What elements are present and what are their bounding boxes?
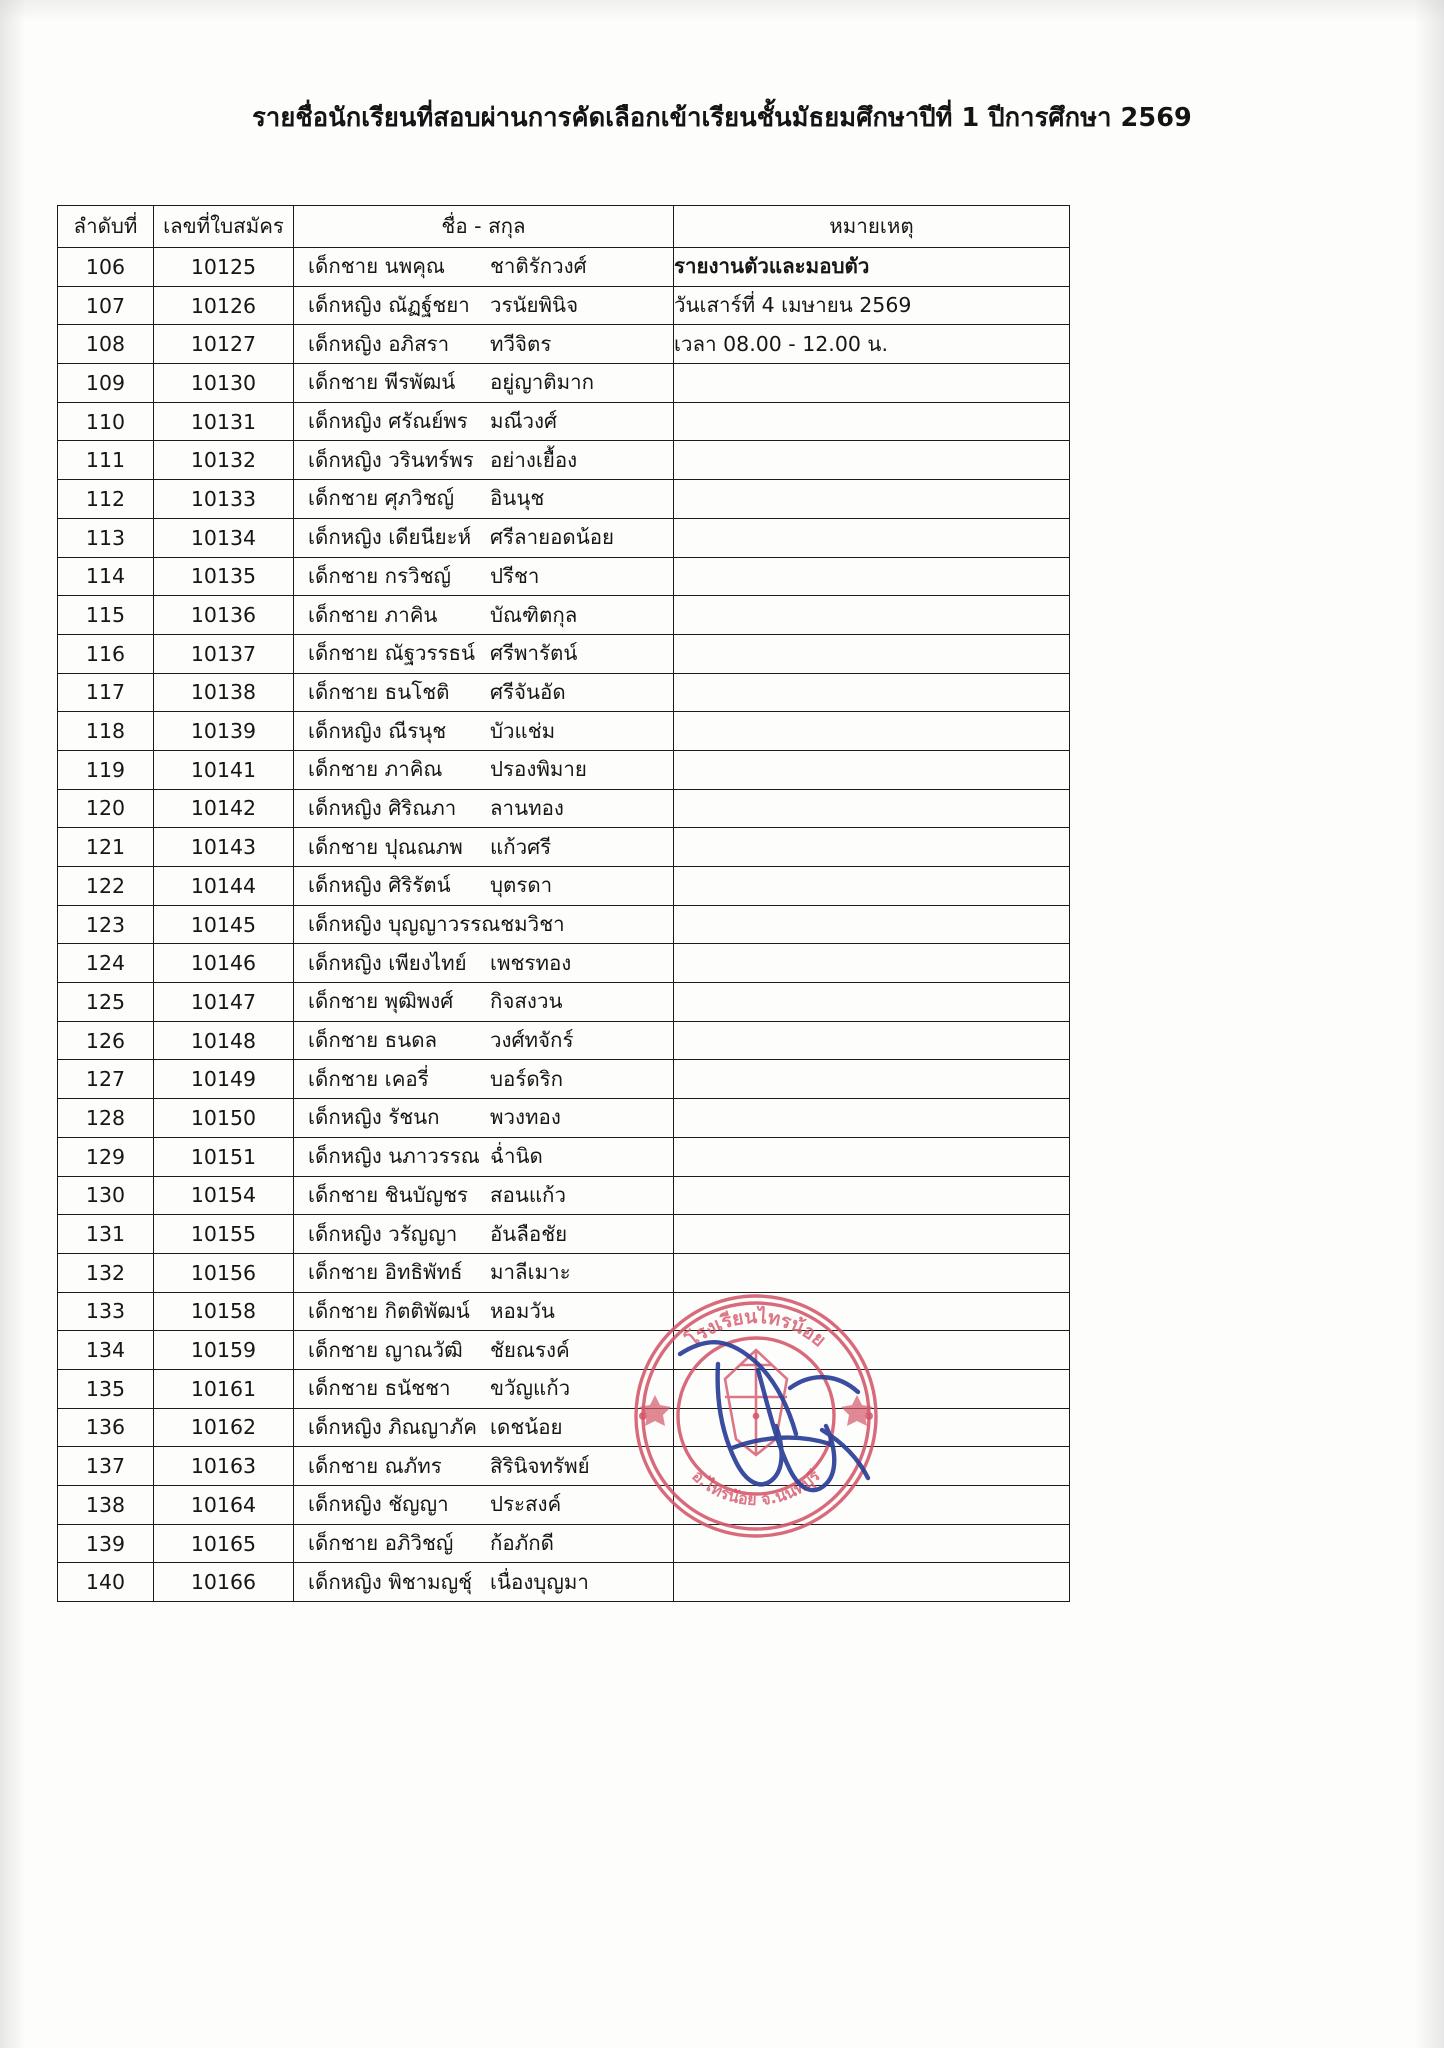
- cell-name: [294, 1215, 674, 1254]
- cell-application-no: 10131: [154, 402, 294, 441]
- name-last: กิจสงวน: [490, 989, 563, 1014]
- cell-name: [294, 673, 674, 712]
- cell-name: [294, 364, 674, 403]
- cell-order: 108: [58, 325, 154, 364]
- name-last: อินนุช: [490, 486, 545, 511]
- cell-name: [294, 1524, 674, 1563]
- table-header-row: [58, 206, 1070, 248]
- table-row: [58, 1408, 1070, 1447]
- cell-order: 134: [58, 1331, 154, 1370]
- cell-remark: [674, 1176, 1070, 1215]
- name-first: เด็กหญิง วรินทร์พร: [308, 447, 474, 472]
- column-header-order: ลำดับที่: [58, 206, 154, 248]
- cell-order: 135: [58, 1369, 154, 1408]
- cell-application-no: 10158: [154, 1292, 294, 1331]
- name-first: เด็กหญิง บุญญาวรรณ: [308, 912, 501, 937]
- table-row: [58, 1331, 1070, 1370]
- name-first: เด็กชาย ศุภวิชญ์: [308, 486, 455, 511]
- cell-application-no: 10144: [154, 867, 294, 906]
- cell-remark: [674, 867, 1070, 906]
- name-last: ศรีลายอดน้อย: [490, 525, 615, 550]
- cell-name: [294, 1563, 674, 1602]
- cell-application-no: 10165: [154, 1524, 294, 1563]
- name-wrapper: [294, 1295, 673, 1328]
- column-header-application-no: เลขที่ใบสมัคร: [154, 206, 294, 248]
- cell-remark: [674, 1408, 1070, 1447]
- name-wrapper: [294, 1101, 673, 1134]
- cell-order: 111: [58, 441, 154, 480]
- name-wrapper: [294, 1024, 673, 1057]
- name-wrapper: [294, 289, 673, 322]
- cell-order: 110: [58, 402, 154, 441]
- name-wrapper: [294, 1256, 673, 1289]
- cell-order: 139: [58, 1524, 154, 1563]
- name-wrapper: [294, 676, 673, 709]
- name-last: บุตรดา: [490, 873, 553, 898]
- table-row: [58, 1486, 1070, 1525]
- name-last: ประสงค์: [490, 1492, 562, 1517]
- cell-order: 109: [58, 364, 154, 403]
- name-last: ทวีจิตร: [490, 331, 552, 356]
- name-last: ชาติรักวงศ์: [490, 254, 587, 279]
- cell-name: [294, 634, 674, 673]
- cell-remark: [674, 750, 1070, 789]
- table-row: [58, 480, 1070, 519]
- cell-order: 125: [58, 983, 154, 1022]
- name-last: มณีวงศ์: [490, 409, 558, 434]
- name-first: เด็กชาย ธนัชชา: [308, 1376, 451, 1401]
- table-row: [58, 1060, 1070, 1099]
- name-first: เด็กหญิง ศิริณภา: [308, 795, 457, 820]
- cell-name: [294, 1176, 674, 1215]
- name-wrapper: [294, 1450, 673, 1483]
- name-first: เด็กชาย อิทธิพัทธ์: [308, 1260, 463, 1285]
- cell-application-no: 10151: [154, 1137, 294, 1176]
- name-last: ลานทอง: [490, 795, 564, 820]
- cell-application-no: 10141: [154, 750, 294, 789]
- cell-order: 115: [58, 596, 154, 635]
- table-row: [58, 1447, 1070, 1486]
- name-last: เพชรทอง: [490, 950, 572, 975]
- name-last: อันลือชัย: [490, 1221, 568, 1246]
- name-wrapper: [294, 1179, 673, 1212]
- cell-order: 129: [58, 1137, 154, 1176]
- name-first: เด็กชาย อภิวิชญ์: [308, 1531, 454, 1556]
- table-row: [58, 750, 1070, 789]
- cell-application-no: 10138: [154, 673, 294, 712]
- cell-order: 136: [58, 1408, 154, 1447]
- cell-name: [294, 325, 674, 364]
- cell-remark: [674, 1292, 1070, 1331]
- cell-remark: [674, 1060, 1070, 1099]
- table-row: [58, 596, 1070, 635]
- name-last: แก้วศรี: [490, 834, 552, 859]
- cell-name: [294, 441, 674, 480]
- name-last: บัณฑิตกุล: [490, 602, 578, 627]
- name-last: ศรีจันอัด: [490, 679, 566, 704]
- cell-application-no: 10147: [154, 983, 294, 1022]
- name-first: เด็กชาย ภาคิณ: [308, 757, 443, 782]
- name-wrapper: [294, 599, 673, 632]
- name-last: บัวแช่ม: [490, 718, 556, 743]
- cell-name: [294, 828, 674, 867]
- cell-application-no: 10161: [154, 1369, 294, 1408]
- cell-order: 113: [58, 518, 154, 557]
- cell-remark: [674, 1137, 1070, 1176]
- name-first: เด็กชาย ณภัทร: [308, 1453, 442, 1478]
- cell-remark: [674, 1486, 1070, 1525]
- name-first: เด็กหญิง เพียงไทย์: [308, 950, 467, 975]
- cell-order: 130: [58, 1176, 154, 1215]
- cell-order: 124: [58, 944, 154, 983]
- name-last: สอนแก้ว: [490, 1182, 566, 1207]
- name-first: เด็กชาย กิตติพัฒน์: [308, 1298, 470, 1323]
- table-row: [58, 441, 1070, 480]
- cell-name: [294, 1021, 674, 1060]
- cell-name: [294, 286, 674, 325]
- name-last: มาลีเมาะ: [490, 1260, 571, 1285]
- name-wrapper: [294, 753, 673, 786]
- name-wrapper: [294, 1334, 673, 1367]
- cell-name: [294, 905, 674, 944]
- svg-text:โรงเรียนไทรน้อย: โรงเรียนไทรน้อย: [682, 1305, 830, 1352]
- svg-text:อ.ไทรน้อย จ.นนทบุรี: อ.ไทรน้อย จ.นนทบุรี: [688, 1466, 824, 1510]
- cell-application-no: 10125: [154, 248, 294, 287]
- cell-order: 117: [58, 673, 154, 712]
- table-row: [58, 1369, 1070, 1408]
- cell-name: [294, 944, 674, 983]
- cell-remark: [674, 1253, 1070, 1292]
- cell-order: 131: [58, 1215, 154, 1254]
- cell-application-no: 10162: [154, 1408, 294, 1447]
- name-wrapper: [294, 908, 673, 941]
- name-last: อย่างเยื้อง: [490, 447, 578, 472]
- cell-order: 120: [58, 789, 154, 828]
- name-last: สิรินิจทรัพย์: [490, 1453, 590, 1478]
- cell-name: [294, 983, 674, 1022]
- cell-order: 118: [58, 712, 154, 751]
- cell-remark: [674, 905, 1070, 944]
- name-last: ฉ่ำนิด: [490, 1144, 543, 1169]
- name-first: เด็กหญิง เดียนียะห์: [308, 525, 472, 550]
- cell-application-no: 10159: [154, 1331, 294, 1370]
- cell-remark: [674, 1563, 1070, 1602]
- cell-order: 112: [58, 480, 154, 519]
- cell-name: [294, 557, 674, 596]
- name-first: เด็กชาย กรวิชญ์: [308, 563, 451, 588]
- cell-application-no: 10139: [154, 712, 294, 751]
- name-wrapper: [294, 328, 673, 361]
- cell-remark: [674, 596, 1070, 635]
- name-first: เด็กหญิง รัชนก: [308, 1105, 440, 1130]
- cell-remark: วันเสาร์ที่ 4 เมษายน 2569: [674, 286, 1070, 325]
- name-last: วรนัยพินิจ: [490, 293, 579, 318]
- cell-application-no: 10135: [154, 557, 294, 596]
- name-last: ชัยณรงค์: [490, 1337, 570, 1362]
- cell-order: 116: [58, 634, 154, 673]
- table-row: [58, 828, 1070, 867]
- cell-remark: [674, 1524, 1070, 1563]
- cell-remark: [674, 1447, 1070, 1486]
- cell-remark: [674, 983, 1070, 1022]
- table-row: [58, 557, 1070, 596]
- name-wrapper: [294, 715, 673, 748]
- table-row: [58, 1099, 1070, 1138]
- cell-application-no: 10154: [154, 1176, 294, 1215]
- cell-application-no: 10164: [154, 1486, 294, 1525]
- name-last: เนื่องบุญมา: [490, 1569, 589, 1594]
- cell-order: 132: [58, 1253, 154, 1292]
- name-wrapper: [294, 1218, 673, 1251]
- cell-application-no: 10142: [154, 789, 294, 828]
- cell-name: [294, 1486, 674, 1525]
- cell-remark: [674, 364, 1070, 403]
- cell-application-no: 10137: [154, 634, 294, 673]
- name-last: บอร์ดริก: [490, 1066, 564, 1091]
- cell-application-no: 10130: [154, 364, 294, 403]
- name-wrapper: [294, 250, 673, 283]
- cell-remark: [674, 673, 1070, 712]
- cell-name: [294, 248, 674, 287]
- table-row: [58, 1253, 1070, 1292]
- table-row: [58, 1563, 1070, 1602]
- cell-name: [294, 480, 674, 519]
- cell-order: 114: [58, 557, 154, 596]
- cell-name: [294, 750, 674, 789]
- name-first: เด็กชาย ชินบัญชร: [308, 1182, 469, 1207]
- cell-name: [294, 867, 674, 906]
- name-last: ขวัญแก้ว: [490, 1376, 571, 1401]
- cell-order: 127: [58, 1060, 154, 1099]
- name-wrapper: [294, 1488, 673, 1521]
- name-last: ศรีพารัตน์: [490, 641, 578, 666]
- name-first: เด็กชาย พุฒิพงศ์: [308, 989, 454, 1014]
- name-wrapper: [294, 831, 673, 864]
- cell-name: [294, 1137, 674, 1176]
- cell-name: [294, 1253, 674, 1292]
- cell-name: [294, 1060, 674, 1099]
- cell-application-no: 10156: [154, 1253, 294, 1292]
- name-wrapper: [294, 1140, 673, 1173]
- name-first: เด็กชาย ภาคิน: [308, 602, 438, 627]
- cell-application-no: 10148: [154, 1021, 294, 1060]
- name-first: เด็กหญิง ชัญญา: [308, 1492, 449, 1517]
- name-first: เด็กชาย เคอรี่: [308, 1066, 429, 1091]
- name-wrapper: [294, 444, 673, 477]
- name-wrapper: [294, 1411, 673, 1444]
- name-last: ก้อภักดี: [490, 1531, 554, 1556]
- name-last: เดชน้อย: [490, 1414, 563, 1439]
- cell-remark: [674, 1331, 1070, 1370]
- table-row: [58, 1176, 1070, 1215]
- name-wrapper: [294, 1372, 673, 1405]
- scan-shadow-right: [1414, 0, 1444, 2048]
- cell-application-no: 10134: [154, 518, 294, 557]
- table-row: [58, 364, 1070, 403]
- cell-order: 138: [58, 1486, 154, 1525]
- name-first: เด็กชาย ธนดล: [308, 1028, 438, 1053]
- name-wrapper: [294, 405, 673, 438]
- name-first: เด็กหญิง ศิริรัตน์: [308, 873, 451, 898]
- cell-application-no: 10163: [154, 1447, 294, 1486]
- cell-order: 122: [58, 867, 154, 906]
- table-row: [58, 673, 1070, 712]
- name-first: เด็กชาย พีรพัฒน์: [308, 370, 456, 395]
- name-wrapper: [294, 1527, 673, 1560]
- table-row: [58, 867, 1070, 906]
- name-first: เด็กหญิง นภาวรรณ: [308, 1144, 480, 1169]
- name-last: วงศ์ทจักร์: [490, 1028, 574, 1053]
- column-header-remark: หมายเหตุ: [674, 206, 1070, 248]
- name-first: เด็กหญิง ณีรนุช: [308, 718, 447, 743]
- table-row: [58, 1524, 1070, 1563]
- scan-shadow-left: [0, 0, 26, 2048]
- cell-name: [294, 402, 674, 441]
- name-wrapper: [294, 482, 673, 515]
- table-row: [58, 1292, 1070, 1331]
- name-wrapper: [294, 1566, 673, 1599]
- column-header-name: ชื่อ - สกุล: [294, 206, 674, 248]
- table-row: [58, 402, 1070, 441]
- cell-remark: [674, 634, 1070, 673]
- cell-order: 121: [58, 828, 154, 867]
- cell-remark: [674, 402, 1070, 441]
- cell-application-no: 10127: [154, 325, 294, 364]
- cell-application-no: 10166: [154, 1563, 294, 1602]
- name-first: เด็กหญิง อภิสรา: [308, 331, 450, 356]
- name-first: เด็กชาย ปุณณภพ: [308, 834, 463, 859]
- cell-remark: [674, 1021, 1070, 1060]
- student-roster-table: [57, 205, 1070, 1602]
- cell-application-no: 10143: [154, 828, 294, 867]
- name-wrapper: [294, 560, 673, 593]
- table-row: [58, 325, 1070, 364]
- cell-application-no: 10150: [154, 1099, 294, 1138]
- cell-remark: [674, 1099, 1070, 1138]
- cell-application-no: 10149: [154, 1060, 294, 1099]
- name-first: เด็กชาย ณัฐวรรธน์: [308, 641, 476, 666]
- name-last: หอมวัน: [490, 1298, 555, 1323]
- cell-order: 128: [58, 1099, 154, 1138]
- table-row: [58, 518, 1070, 557]
- cell-application-no: 10146: [154, 944, 294, 983]
- cell-remark: [674, 1215, 1070, 1254]
- name-wrapper: [294, 521, 673, 554]
- table-body: [58, 248, 1070, 1602]
- cell-order: 133: [58, 1292, 154, 1331]
- table-row: [58, 286, 1070, 325]
- name-first: เด็กชาย ธนโชติ: [308, 679, 450, 704]
- cell-application-no: 10132: [154, 441, 294, 480]
- cell-remark: เวลา 08.00 - 12.00 น.: [674, 325, 1070, 364]
- cell-remark: [674, 944, 1070, 983]
- name-last: ชมวิชา: [500, 912, 565, 937]
- scan-shadow-top: [0, 0, 1444, 22]
- cell-name: [294, 789, 674, 828]
- name-wrapper: [294, 985, 673, 1018]
- cell-name: [294, 518, 674, 557]
- table-row: [58, 789, 1070, 828]
- table-row: [58, 905, 1070, 944]
- cell-application-no: 10155: [154, 1215, 294, 1254]
- cell-remark: [674, 712, 1070, 751]
- cell-remark: [674, 441, 1070, 480]
- cell-remark: [674, 828, 1070, 867]
- cell-name: [294, 1447, 674, 1486]
- name-last: พวงทอง: [490, 1105, 561, 1130]
- cell-application-no: 10126: [154, 286, 294, 325]
- cell-order: 107: [58, 286, 154, 325]
- cell-order: 140: [58, 1563, 154, 1602]
- table-row: [58, 1215, 1070, 1254]
- name-wrapper: [294, 1063, 673, 1096]
- table-row: [58, 944, 1070, 983]
- cell-application-no: 10145: [154, 905, 294, 944]
- name-first: เด็กหญิง ภิณญาภัค: [308, 1414, 477, 1439]
- cell-application-no: 10136: [154, 596, 294, 635]
- table-row: [58, 1021, 1070, 1060]
- name-last: อยู่ญาติมาก: [490, 370, 595, 395]
- name-first: เด็กหญิง ศรัณย์พร: [308, 409, 468, 434]
- cell-order: 119: [58, 750, 154, 789]
- table-row: [58, 248, 1070, 287]
- table-row: [58, 1137, 1070, 1176]
- cell-remark: [674, 789, 1070, 828]
- cell-name: [294, 1369, 674, 1408]
- name-first: เด็กหญิง พิชามญชุ์: [308, 1569, 473, 1594]
- cell-remark: รายงานตัวและมอบตัว: [674, 248, 1070, 287]
- cell-order: 123: [58, 905, 154, 944]
- cell-order: 106: [58, 248, 154, 287]
- cell-remark: [674, 480, 1070, 519]
- name-last: ปรองพิมาย: [490, 757, 587, 782]
- cell-name: [294, 1099, 674, 1138]
- name-wrapper: [294, 947, 673, 980]
- name-first: เด็กชาย ญาณวัฒิ: [308, 1337, 463, 1362]
- name-wrapper: [294, 366, 673, 399]
- cell-remark: [674, 518, 1070, 557]
- name-last: ปรีชา: [490, 563, 540, 588]
- table-row: [58, 634, 1070, 673]
- table-row: [58, 983, 1070, 1022]
- table-row: [58, 712, 1070, 751]
- name-first: เด็กหญิง ณัฏฐ์ชยา: [308, 293, 470, 318]
- name-first: เด็กชาย นพคุณ: [308, 254, 445, 279]
- name-wrapper: [294, 637, 673, 670]
- cell-name: [294, 1292, 674, 1331]
- cell-name: [294, 1331, 674, 1370]
- cell-order: 126: [58, 1021, 154, 1060]
- cell-remark: [674, 557, 1070, 596]
- cell-order: 137: [58, 1447, 154, 1486]
- cell-name: [294, 712, 674, 751]
- cell-application-no: 10133: [154, 480, 294, 519]
- name-wrapper: [294, 869, 673, 902]
- cell-name: [294, 596, 674, 635]
- name-wrapper: [294, 792, 673, 825]
- cell-remark: [674, 1369, 1070, 1408]
- page-title: รายชื่อนักเรียนที่สอบผ่านการคัดเลือกเข้าเรียนชั้นมัธยมศึกษาปีที่ 1 ปีการศึกษา 2569: [252, 103, 1192, 133]
- cell-name: [294, 1408, 674, 1447]
- name-first: เด็กหญิง วรัญญา: [308, 1221, 458, 1246]
